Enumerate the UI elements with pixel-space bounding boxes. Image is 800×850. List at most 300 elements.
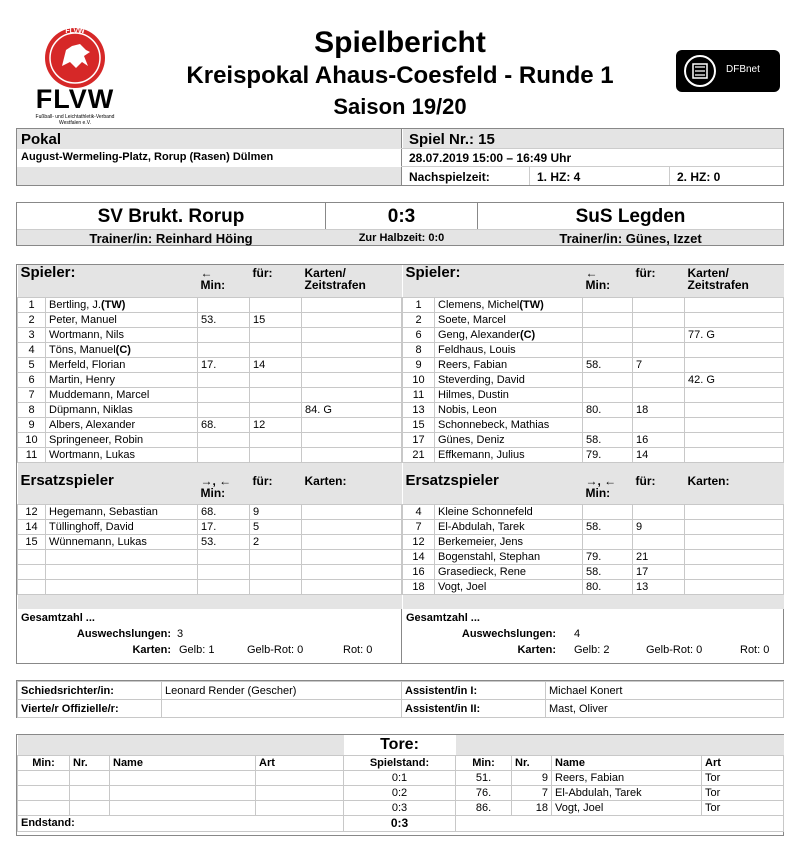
away-red: Rot: 0 <box>740 644 770 656</box>
away-goal-art: Tor <box>702 785 784 800</box>
player-name-cell <box>435 565 583 580</box>
player-number: 4 <box>18 342 46 357</box>
player-number: 3 <box>18 327 46 342</box>
player-name-cell <box>435 327 583 342</box>
player-name-cell <box>46 565 198 580</box>
datetime: 28.07.2019 15:00 – 16:49 Uhr <box>409 151 572 165</box>
home-player-row <box>18 327 402 342</box>
for-label: für: <box>252 473 273 488</box>
card-entry <box>685 417 784 432</box>
sub-minute: 58. <box>583 432 633 447</box>
cards-label-2: Zeitstrafen <box>687 278 749 292</box>
sub-for-number: 5 <box>250 520 302 535</box>
sub-for-number <box>250 297 302 312</box>
sub-minute <box>198 432 250 447</box>
sub-minute <box>583 372 633 387</box>
assistant2-name: Mast, Oliver <box>546 700 784 718</box>
min-arrow: ← <box>585 266 598 280</box>
player-name: Wünnemann, Lukas <box>49 536 147 548</box>
sub-for-number: 15 <box>250 312 302 327</box>
sub-minute <box>198 387 250 402</box>
referee-label: Schiedsrichter/in: <box>18 682 162 700</box>
away-totals <box>402 609 783 659</box>
home-coach: Trainer/in: Reinhard Höing <box>89 231 253 246</box>
player-number: 15 <box>18 535 46 550</box>
player-name-cell <box>435 580 583 595</box>
sub-minute: 17. <box>198 357 250 372</box>
player-name-cell <box>46 312 198 327</box>
goal-score: 0:3 <box>344 800 456 815</box>
sub-minute: 58. <box>583 520 633 535</box>
home-goal-art <box>256 800 344 815</box>
sub-for-number: 18 <box>633 402 685 417</box>
player-name-cell <box>435 535 583 550</box>
assistant1-name: Michael Konert <box>546 682 784 700</box>
home-goal-nr-header: Nr. <box>70 755 110 770</box>
home-team: SV Brukt. Rorup <box>97 206 245 227</box>
fourth-official-label: Vierte/r Offizielle/r: <box>18 700 162 718</box>
sub-minute <box>198 447 250 462</box>
away-goal-art: Tor <box>702 800 784 815</box>
card-entry <box>685 550 784 565</box>
halftime-2-extra: 2. HZ: 0 <box>677 170 721 184</box>
card-entry <box>302 342 402 357</box>
game-number: Spiel Nr.: 15 <box>409 131 495 148</box>
home-player-row <box>18 342 402 357</box>
sub-minute: 58. <box>583 357 633 372</box>
sub-for-number <box>633 387 685 402</box>
player-name: Soete, Marcel <box>438 313 506 326</box>
player-name: Merfeld, Florian <box>49 358 126 371</box>
player-name-cell <box>435 550 583 565</box>
player-name-cell <box>46 417 198 432</box>
card-entry <box>302 432 402 447</box>
sub-for-number <box>250 447 302 462</box>
card-entry <box>685 505 784 520</box>
player-number: 7 <box>18 387 46 402</box>
logo-subtitle-2: Westfalen e.V. <box>59 120 91 126</box>
goal-score: 0:2 <box>344 785 456 800</box>
sub-for-number <box>250 550 302 565</box>
card-entry <box>685 297 784 312</box>
home-player-row <box>18 372 402 387</box>
competition: Pokal <box>21 131 62 148</box>
player-name-cell <box>435 520 583 535</box>
for-label: für: <box>635 266 656 280</box>
home-player-row <box>18 297 402 312</box>
away-sub-row <box>403 550 784 565</box>
player-name-cell <box>435 432 583 447</box>
player-name: Peter, Manuel <box>49 313 117 326</box>
home-player-row <box>18 402 402 417</box>
player-name: Geng, Alexander <box>438 328 520 341</box>
player-name: Steverding, David <box>438 373 525 386</box>
player-name-cell <box>46 447 198 462</box>
player-name-cell <box>46 535 198 550</box>
player-name-cell <box>46 342 198 357</box>
player-name: Günes, Deniz <box>438 433 505 446</box>
dfbnet-label: DFBnet <box>726 64 760 75</box>
sub-for-number <box>633 297 685 312</box>
away-goal-min: 76. <box>456 785 512 800</box>
player-name: Feldhaus, Louis <box>438 343 516 356</box>
away-goal-name: Vogt, Joel <box>552 800 702 815</box>
home-sub-row <box>18 550 402 565</box>
sub-minute <box>583 387 633 402</box>
away-player-row <box>403 297 784 312</box>
flvw-logo <box>20 22 130 126</box>
player-name-cell <box>435 417 583 432</box>
min-label: Min: <box>585 278 611 292</box>
sub-minute <box>583 417 633 432</box>
player-number: 10 <box>18 432 46 447</box>
player-name-cell <box>435 357 583 372</box>
subs-heading: Ersatzspieler <box>405 472 499 489</box>
player-name-cell <box>435 447 583 462</box>
player-number <box>18 550 46 565</box>
away-player-row <box>403 312 784 327</box>
cards-label: Karten: <box>304 473 347 488</box>
sub-for-number <box>250 387 302 402</box>
player-number: 11 <box>403 387 435 402</box>
sub-for-number: 9 <box>633 520 685 535</box>
player-number: 15 <box>403 417 435 432</box>
away-player-row <box>403 432 784 447</box>
card-entry <box>685 357 784 372</box>
away-player-row <box>403 417 784 432</box>
lineups-block <box>16 264 784 664</box>
home-totals <box>17 609 401 659</box>
away-goal-nr: 7 <box>512 785 552 800</box>
away-goal-min: 86. <box>456 800 512 815</box>
home-goal-nr <box>70 785 110 800</box>
home-player-row <box>18 432 402 447</box>
player-number: 9 <box>403 357 435 372</box>
player-name: Wortmann, Lukas <box>49 448 136 461</box>
player-name-cell <box>46 402 198 417</box>
player-number: 12 <box>18 505 46 520</box>
player-name: Hilmes, Dustin <box>438 388 509 401</box>
card-entry <box>302 535 402 550</box>
home-sub-row <box>18 520 402 535</box>
home-goal-name <box>110 770 256 785</box>
sub-for-number: 7 <box>633 357 685 372</box>
home-goal-art-header: Art <box>256 755 344 770</box>
sub-for-number <box>633 312 685 327</box>
player-name: Bogenstahl, Stephan <box>438 551 541 563</box>
away-goal-name-header: Name <box>552 755 702 770</box>
sub-for-number <box>633 342 685 357</box>
players-heading: Spieler: <box>405 265 461 281</box>
dfb-icon <box>682 53 718 89</box>
sub-minute: 68. <box>198 417 250 432</box>
home-cards-label: Karten: <box>132 644 171 656</box>
sub-minute <box>198 372 250 387</box>
fourth-official-name <box>162 700 402 718</box>
away-subs-count: 4 <box>574 628 581 640</box>
logo-shield-text: FLVW <box>65 28 85 35</box>
cards-label-2: Zeitstrafen <box>304 278 366 292</box>
card-entry <box>685 580 784 595</box>
card-entry <box>302 565 402 580</box>
player-name: El-Abdulah, Tarek <box>438 521 525 533</box>
home-sub-row <box>18 505 402 520</box>
sub-minute: 53. <box>198 535 250 550</box>
card-entry: 77. G <box>685 327 784 342</box>
officials-block <box>16 680 784 718</box>
card-entry <box>302 417 402 432</box>
sub-arrows: →, ← <box>200 473 232 488</box>
home-total-label: Gesamtzahl ... <box>21 612 95 624</box>
away-goal-nr: 18 <box>512 800 552 815</box>
card-entry <box>302 372 402 387</box>
min-label: Min: <box>200 485 226 500</box>
away-goal-name: El-Abdulah, Tarek <box>552 785 702 800</box>
sub-minute: 80. <box>583 402 633 417</box>
home-yellowred: Gelb-Rot: 0 <box>247 644 304 656</box>
player-name: Berkemeier, Jens <box>438 536 523 548</box>
for-label: für: <box>635 473 656 488</box>
min-label: Min: <box>585 485 611 500</box>
sub-minute <box>198 402 250 417</box>
home-yellow: Gelb: 1 <box>179 644 215 656</box>
home-subs-label: Auswechslungen: <box>76 628 171 640</box>
home-red: Rot: 0 <box>343 644 373 656</box>
sub-for-number <box>633 372 685 387</box>
sub-minute <box>583 312 633 327</box>
players-heading: Spieler: <box>20 265 76 281</box>
goal-row <box>18 770 784 785</box>
player-name: Wortmann, Nils <box>49 328 124 341</box>
card-entry <box>685 387 784 402</box>
away-sub-row <box>403 580 784 595</box>
sub-minute <box>198 580 250 595</box>
away-player-row <box>403 447 784 462</box>
away-goal-nr-header: Nr. <box>512 755 552 770</box>
card-entry <box>302 312 402 327</box>
away-player-row <box>403 372 784 387</box>
extra-time-label: Nachspielzeit: <box>409 170 490 184</box>
final-label: Endstand: <box>18 815 344 831</box>
sub-arrows: →, ← <box>585 473 617 488</box>
card-entry <box>685 520 784 535</box>
player-role-tag: (TW) <box>100 298 126 311</box>
player-name: Düpmann, Niklas <box>49 403 133 416</box>
sub-for-number <box>633 535 685 550</box>
home-player-row <box>18 387 402 402</box>
home-player-row <box>18 357 402 372</box>
halftime-1-extra: 1. HZ: 4 <box>537 170 581 184</box>
away-goal-min: 51. <box>456 770 512 785</box>
player-number: 18 <box>403 580 435 595</box>
away-player-row <box>403 357 784 372</box>
sub-for-number: 12 <box>250 417 302 432</box>
sub-for-number <box>250 580 302 595</box>
sub-minute: 79. <box>583 550 633 565</box>
card-entry: 42. G <box>685 372 784 387</box>
player-role-tag: (TW) <box>519 298 544 311</box>
player-number: 14 <box>18 520 46 535</box>
away-player-row <box>403 342 784 357</box>
sub-for-number <box>250 565 302 580</box>
goals-heading: Tore: <box>380 735 419 753</box>
card-entry <box>302 327 402 342</box>
venue: August-Wermeling-Platz, Rorup (Rasen) Dülmen <box>21 151 274 163</box>
player-name-cell <box>46 520 198 535</box>
away-total-label: Gesamtzahl ... <box>406 612 480 624</box>
card-entry <box>302 447 402 462</box>
card-entry <box>685 342 784 357</box>
logo-subtitle-1: Fußball- und Leichtathletik-Verband <box>35 114 115 120</box>
sub-for-number: 2 <box>250 535 302 550</box>
player-role-tag: (C) <box>115 343 131 356</box>
player-number: 7 <box>403 520 435 535</box>
player-name-cell <box>435 372 583 387</box>
sub-minute: 68. <box>198 505 250 520</box>
player-number: 8 <box>403 342 435 357</box>
home-sub-row <box>18 565 402 580</box>
sub-minute: 79. <box>583 447 633 462</box>
player-number: 1 <box>18 297 46 312</box>
player-name: Nobis, Leon <box>438 403 497 416</box>
player-name-cell <box>46 432 198 447</box>
player-name: Bertling, J. <box>49 298 101 311</box>
player-number: 9 <box>18 417 46 432</box>
sub-for-number <box>633 505 685 520</box>
player-name-cell <box>435 342 583 357</box>
cards-label: Karten: <box>687 473 730 488</box>
player-number: 16 <box>403 565 435 580</box>
player-name: Albers, Alexander <box>49 418 136 431</box>
season: Saison 19/20 <box>333 94 467 119</box>
player-name: Clemens, Michel <box>438 298 520 311</box>
card-entry <box>685 535 784 550</box>
away-player-row <box>403 402 784 417</box>
sub-for-number <box>633 417 685 432</box>
away-sub-row <box>403 565 784 580</box>
away-yellow: Gelb: 2 <box>574 644 610 656</box>
away-yellowred: Gelb-Rot: 0 <box>646 644 703 656</box>
assistant1-label: Assistent/in I: <box>402 682 546 700</box>
dfbnet-logo <box>676 50 780 92</box>
card-entry <box>302 520 402 535</box>
player-number: 14 <box>403 550 435 565</box>
card-entry <box>302 580 402 595</box>
player-name-cell <box>46 372 198 387</box>
player-number: 1 <box>403 297 435 312</box>
player-number: 21 <box>403 447 435 462</box>
page-title: Spielbericht <box>314 26 486 59</box>
player-name-cell <box>46 297 198 312</box>
sub-minute <box>583 327 633 342</box>
card-entry: 84. G <box>302 402 402 417</box>
away-goal-name: Reers, Fabian <box>552 770 702 785</box>
home-player-row <box>18 417 402 432</box>
player-number: 2 <box>403 312 435 327</box>
min-label: Min: <box>200 278 226 292</box>
sub-for-number: 21 <box>633 550 685 565</box>
away-subs-label: Auswechslungen: <box>461 628 556 640</box>
player-name-cell <box>435 312 583 327</box>
player-number: 6 <box>18 372 46 387</box>
card-entry <box>302 387 402 402</box>
sub-for-number: 16 <box>633 432 685 447</box>
player-name-cell <box>46 505 198 520</box>
home-goal-min <box>18 770 70 785</box>
info-block <box>16 128 784 186</box>
away-team: SuS Legden <box>575 206 686 227</box>
player-number: 4 <box>403 505 435 520</box>
home-goal-min-header: Min: <box>18 755 70 770</box>
min-arrow: ← <box>200 266 213 280</box>
player-number: 5 <box>18 357 46 372</box>
home-goal-name <box>110 785 256 800</box>
player-role-tag: (C) <box>519 328 536 341</box>
player-number <box>18 580 46 595</box>
player-number <box>18 565 46 580</box>
home-player-row <box>18 447 402 462</box>
final-score: 0:3 <box>344 815 456 831</box>
player-name-cell <box>435 387 583 402</box>
player-number: 13 <box>403 402 435 417</box>
goals-block <box>16 734 784 836</box>
sub-minute <box>198 327 250 342</box>
card-entry <box>685 402 784 417</box>
card-entry <box>685 312 784 327</box>
goal-row <box>18 800 784 815</box>
sub-for-number <box>250 342 302 357</box>
away-goal-nr: 9 <box>512 770 552 785</box>
sub-minute <box>198 342 250 357</box>
score-header: Spielstand: <box>344 755 456 770</box>
player-name: Effkemann, Julius <box>438 448 525 461</box>
player-name: Reers, Fabian <box>438 358 508 371</box>
player-number: 8 <box>18 402 46 417</box>
for-label: für: <box>252 266 273 280</box>
home-player-row <box>18 312 402 327</box>
home-goal-name <box>110 800 256 815</box>
sub-minute <box>198 550 250 565</box>
home-sub-row <box>18 580 402 595</box>
player-name-cell <box>435 297 583 312</box>
home-goal-min <box>18 785 70 800</box>
sub-minute <box>583 297 633 312</box>
card-entry <box>302 505 402 520</box>
home-goal-art <box>256 785 344 800</box>
home-goal-name-header: Name <box>110 755 256 770</box>
halftime-score: Zur Halbzeit: 0:0 <box>358 232 445 244</box>
player-number: 10 <box>403 372 435 387</box>
home-goal-min <box>18 800 70 815</box>
sub-minute <box>198 565 250 580</box>
sub-for-number <box>250 402 302 417</box>
player-name: Hegemann, Sebastian <box>49 506 158 518</box>
player-name: Töns, Manuel <box>49 343 116 356</box>
player-name: Springeneer, Robin <box>49 433 144 446</box>
cards-label-1: Karten/ <box>687 266 729 280</box>
away-sub-row <box>403 520 784 535</box>
away-sub-row <box>403 535 784 550</box>
sub-for-number: 14 <box>633 447 685 462</box>
home-goal-nr <box>70 770 110 785</box>
goal-score: 0:1 <box>344 770 456 785</box>
player-name: Grasedieck, Rene <box>438 566 527 578</box>
home-lineup <box>17 265 401 659</box>
assistant2-label: Assistent/in II: <box>402 700 546 718</box>
away-player-row <box>403 387 784 402</box>
page-subtitle: Kreispokal Ahaus-Coesfeld - Runde 1 <box>186 62 614 89</box>
away-lineup <box>402 265 783 659</box>
